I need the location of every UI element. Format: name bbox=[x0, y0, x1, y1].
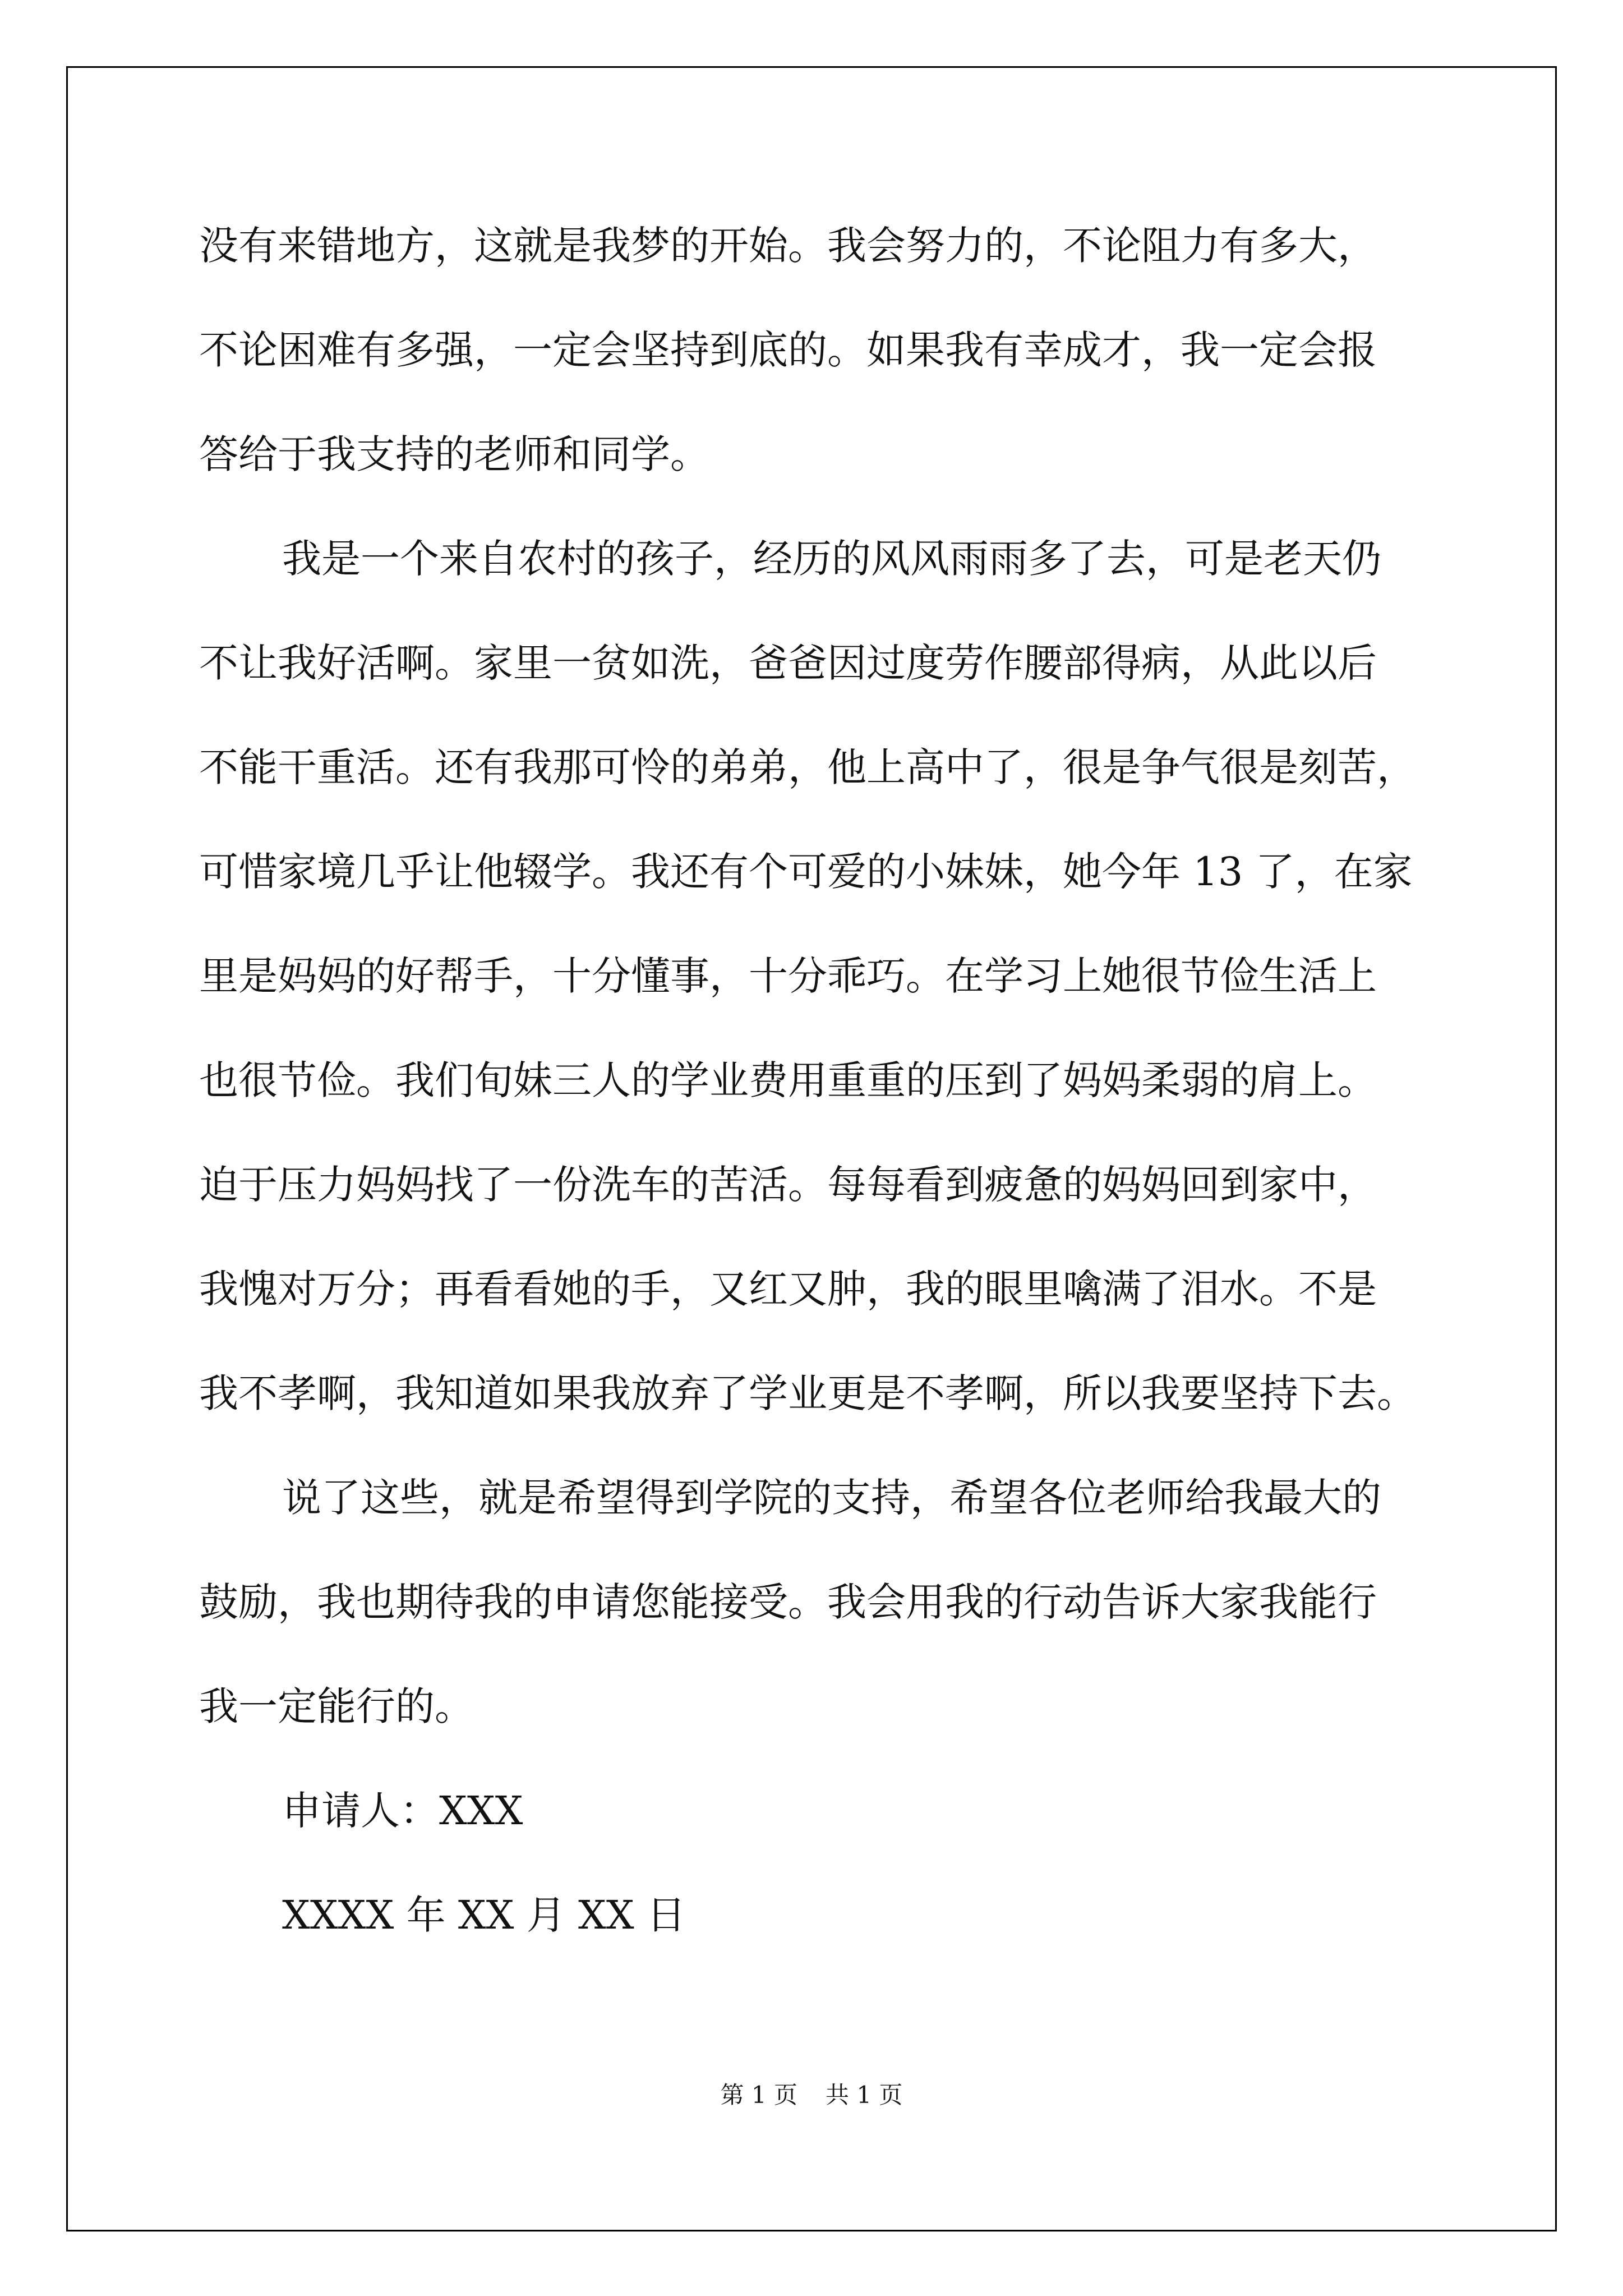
body-line: 答给于我支持的老师和同学。 bbox=[199, 431, 709, 477]
body-line: 可惜家境几乎让他辍学。我还有个可爱的小妹妹，她今年 13 了，在家 bbox=[199, 849, 1413, 895]
body-line: 里是妈妈的好帮手，十分懂事，十分乖巧。在学习上她很节俭生活上 bbox=[199, 953, 1377, 999]
page-number: 第 1 页 bbox=[720, 2081, 797, 2109]
paragraph-start-line: 说了这些，就是希望得到学院的支持，希望各位老师给我最大的 bbox=[282, 1475, 1381, 1521]
body-line: 不能干重活。还有我那可怜的弟弟，他上高中了，很是争气很是刻苦， bbox=[199, 744, 1416, 790]
paragraph-start-line: 我是一个来自农村的孩子，经历的风风雨雨多了去，可是老天仍 bbox=[282, 536, 1381, 582]
body-line: 我一定能行的。 bbox=[199, 1683, 474, 1729]
page-footer bbox=[0, 2077, 1623, 2110]
letter-body bbox=[199, 194, 1433, 1967]
body-line: 没有来错地方，这就是我梦的开始。我会努力的，不论阻力有多大， bbox=[199, 223, 1377, 269]
page-count: 共 1 页 bbox=[826, 2081, 903, 2109]
body-line: 不让我好活啊。家里一贫如洗，爸爸因过度劳作腰部得病，从此以后 bbox=[199, 640, 1377, 686]
body-line: 不论困难有多强，一定会坚持到底的。如果我有幸成才，我一定会报 bbox=[199, 327, 1377, 373]
signature-date: XXXX 年 XX 月 XX 日 bbox=[282, 1892, 686, 1938]
body-line: 我不孝啊，我知道如果我放弃了学业更是不孝啊，所以我要坚持下去。 bbox=[199, 1370, 1416, 1416]
body-line: 迫于压力妈妈找了一份洗车的苦活。每每看到疲惫的妈妈回到家中， bbox=[199, 1162, 1377, 1208]
body-line: 也很节俭。我们旬妹三人的学业费用重重的压到了妈妈柔弱的肩上。 bbox=[199, 1057, 1377, 1103]
applicant-signature: 申请人：XXX bbox=[282, 1788, 523, 1834]
body-line: 鼓励，我也期待我的申请您能接受。我会用我的行动告诉大家我能行 bbox=[199, 1579, 1377, 1625]
body-line: 我愧对万分；再看看她的手，又红又肿，我的眼里噙满了泪水。不是 bbox=[199, 1266, 1377, 1312]
